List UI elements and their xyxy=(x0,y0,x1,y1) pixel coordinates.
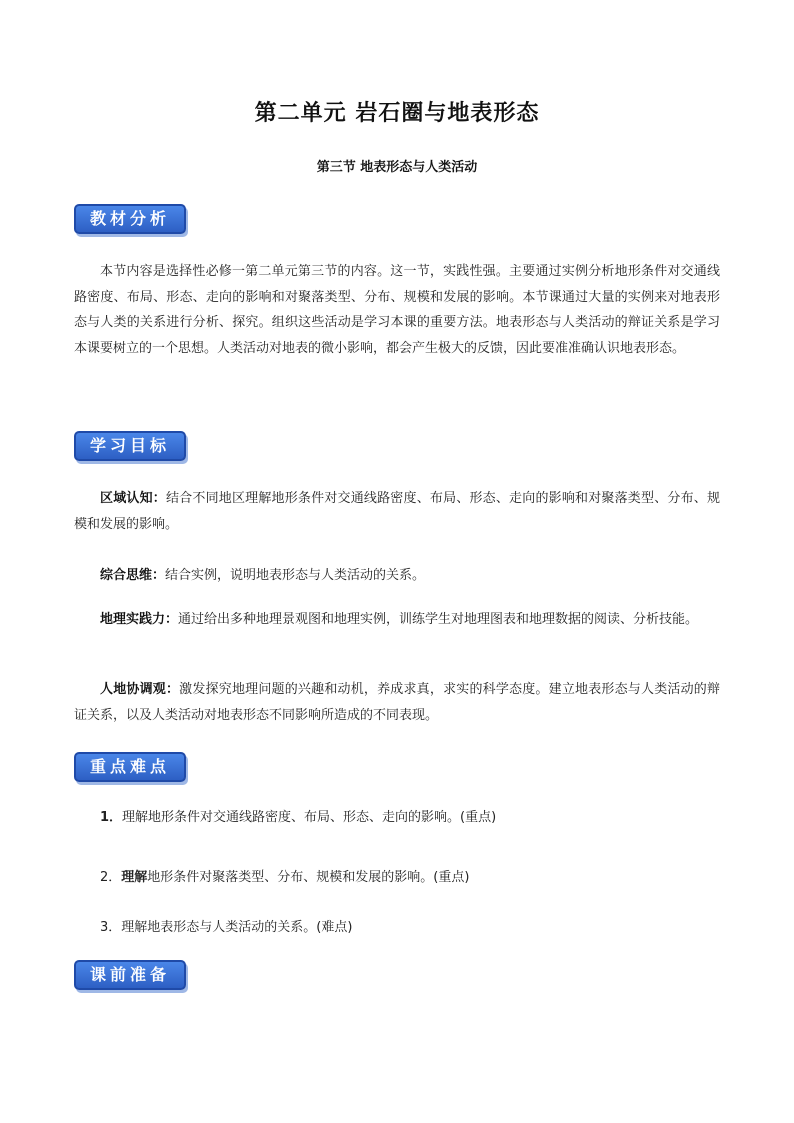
objective-label: 区域认知： xyxy=(100,491,166,506)
objective-item xyxy=(74,677,720,728)
page-subtitle: 第三节 地表形态与人类活动 xyxy=(316,160,478,175)
objective-item xyxy=(74,486,720,537)
analysis-paragraph: 本节内容是选择性必修一第二单元第三节的内容。这一节，实践性强。主要通过实例分析地形条件对交通线路密度、布局、形态、走向的影响和对聚落类型、分布、规模和发展的影响。本节课通过大量的实例来对地表形态与人类的关系进行分析、探究。组织这些活动是学习本课的重要方法。地表形态与人类活动的辩证关系是学习本课要树立的一个思想。人类活动对地表的微小影响，都会产生极大的反馈，因此要准准确认识地表形态。 xyxy=(74,264,720,356)
objective-label: 地理实践力： xyxy=(100,612,179,627)
objective-item xyxy=(74,563,720,589)
objective-item xyxy=(74,607,720,633)
objective-text: 结合不同地区理解地形条件对交通线路密度、布局、形态、走向的影响和对聚落类型、分布、规模和发展的影响。 xyxy=(74,491,720,532)
section-heading-objectives: 学习目标 xyxy=(74,431,186,461)
key-point-text: 理解地形条件对交通线路密度、布局、形态、走向的影响。(重点) xyxy=(122,810,497,825)
key-point-item xyxy=(100,808,720,828)
objective-text: 结合实例，说明地表形态与人类活动的关系。 xyxy=(165,568,426,583)
section-heading-analysis: 教材分析 xyxy=(74,204,186,234)
key-point-number: 2． xyxy=(100,870,122,885)
key-point-item xyxy=(100,868,720,888)
key-point-text: 理解地表形态与人类活动的关系。(难点) xyxy=(121,920,353,935)
section-heading-key-points: 重点难点 xyxy=(74,752,186,782)
key-point-label: 理解 xyxy=(121,870,148,885)
key-point-item xyxy=(100,918,720,938)
objective-text: 通过给出多种地理景观图和地理实例，训练学生对地理图表和地理数据的阅读、分析技能。 xyxy=(178,612,699,627)
section-heading-preparation: 课前准备 xyxy=(74,960,186,990)
objective-text: 激发探究地理问题的兴趣和动机，养成求真，求实的科学态度。建立地表形态与人类活动的辩证关系，以及人类活动对地表形态不同影响所造成的不同表现。 xyxy=(74,682,720,723)
key-point-number: 3． xyxy=(100,920,122,935)
key-point-number: 1． xyxy=(100,810,123,825)
objective-label: 综合思维： xyxy=(100,568,166,583)
key-point-text: 地形条件对聚落类型、分布、规模和发展的影响。(重点) xyxy=(147,870,470,885)
objective-label: 人地协调观： xyxy=(100,682,180,697)
page-title: 第二单元 岩石圈与地表形态 xyxy=(254,101,540,126)
